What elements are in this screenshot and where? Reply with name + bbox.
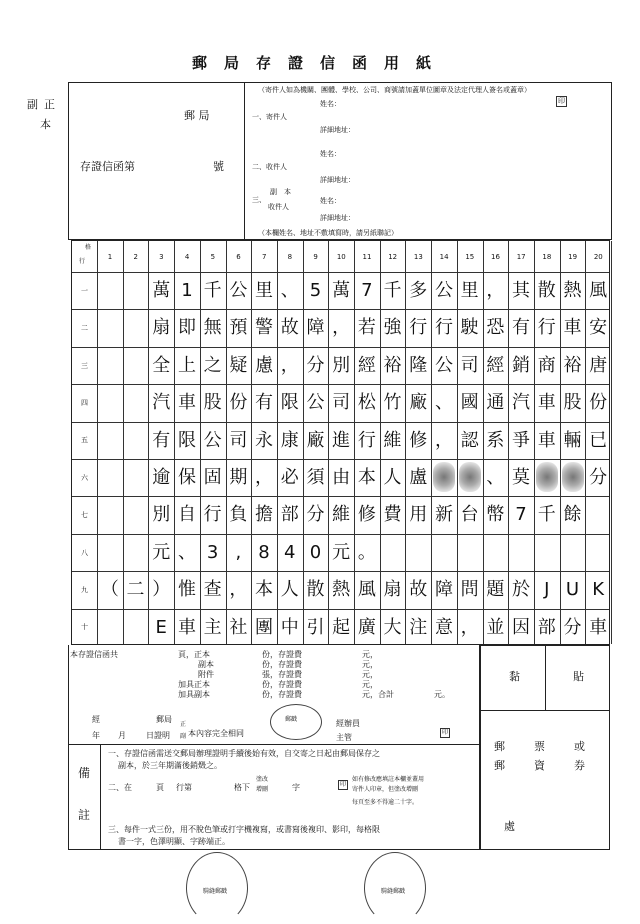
- notes-divider: [100, 745, 101, 850]
- grid-cell: 疑: [229, 354, 248, 376]
- grid-cell: 維: [332, 504, 351, 526]
- grid-cell: 題: [486, 579, 505, 601]
- fees-yuan-end: 元。: [434, 690, 450, 699]
- sender-label: 一、寄件人: [252, 113, 287, 121]
- note-3b: 書一字，色澤明顯、字跡端正。: [118, 837, 230, 846]
- grid-cell: 公: [203, 429, 222, 451]
- grid-column-number: 16: [491, 253, 500, 261]
- grid-cell: 4: [284, 541, 296, 563]
- grid-cell: ，: [255, 467, 274, 488]
- note-2-stamp-box: 印: [340, 781, 347, 788]
- grid-cell: 分: [306, 354, 325, 376]
- yue-label: 月: [118, 731, 126, 740]
- grid-cell: 並: [486, 616, 505, 638]
- grid-cell: 逾: [152, 467, 171, 488]
- grid-cell: 認: [460, 429, 479, 451]
- grid-column-number: 7: [261, 253, 267, 261]
- grid-column-number: 14: [439, 253, 449, 261]
- grid-column-number: 20: [593, 253, 603, 261]
- grid-cell: 萬: [152, 280, 171, 301]
- grid-cell: 散: [306, 579, 325, 601]
- grid-cell: 社: [229, 616, 248, 638]
- fee-row-4: 份，存證費: [262, 680, 302, 689]
- grid-cell: 廠: [409, 392, 428, 414]
- post-office-label: 郵 局: [184, 109, 210, 122]
- grid-cell: 新: [434, 504, 453, 526]
- grid-cell: 扇: [152, 317, 171, 339]
- grid-column-number: 6: [236, 253, 241, 261]
- redacted-blur: [562, 462, 584, 492]
- grid-cell: 多: [409, 280, 428, 301]
- grid-cell: 有: [512, 317, 531, 339]
- grid-cell: 必: [280, 467, 299, 488]
- grid-cell: 意: [434, 616, 453, 638]
- notes-zhu: 註: [78, 808, 91, 822]
- redacted-blur: [536, 462, 558, 492]
- fu-label: 副: [180, 733, 187, 740]
- fees-pages-zheng: 頁，正本: [178, 650, 210, 659]
- fee-row-1: 份，存證費: [262, 650, 302, 659]
- grid-cell: 警: [255, 317, 274, 339]
- grid-cell: ，: [332, 317, 351, 339]
- grid-cell: 公: [229, 280, 248, 301]
- grid-cell: 大: [383, 616, 402, 638]
- note-2d: 格下: [234, 783, 250, 792]
- grid-cell: 本: [255, 579, 274, 601]
- grid-cell: 限: [280, 392, 299, 414]
- letter-number-label: 存證信函第: [80, 160, 135, 173]
- grid-cell: 通: [486, 392, 505, 414]
- grid-cell: 自: [177, 504, 196, 526]
- stamp-line1a: 郵: [494, 740, 505, 753]
- grid-cell: 、: [434, 392, 453, 414]
- stick-label: 黏: [509, 670, 520, 683]
- grid-cell: 團: [255, 616, 274, 638]
- grid-cell: 車: [537, 392, 556, 414]
- grid-row-label: 七: [81, 511, 88, 520]
- grid-row-label: 六: [81, 473, 88, 482]
- receiver-label: 二、收件人: [252, 163, 287, 171]
- yuan-2: 元，: [362, 660, 378, 669]
- note-2e: 塗改: [256, 776, 269, 783]
- grid-cell: 車: [177, 392, 196, 414]
- grid-cell: 元: [332, 541, 351, 563]
- seal-left-label: 騎縫郵戳: [203, 888, 228, 895]
- grid-cell: 問: [460, 579, 479, 601]
- grid-cell: 查: [203, 579, 222, 601]
- grid-cell: ,: [235, 541, 242, 563]
- grid-cell: 人: [383, 467, 402, 488]
- grid-cell: 修: [357, 504, 376, 526]
- grid-cell: 汽: [152, 392, 171, 414]
- postmark-label: 郵戳: [285, 716, 298, 723]
- grid-row-label: 二: [81, 324, 88, 333]
- grid-cell: 股: [203, 392, 222, 414]
- grid-cell: 系: [486, 429, 505, 451]
- grid-column-number: 5: [210, 253, 216, 261]
- grid-cell: 唐: [589, 354, 608, 376]
- header-note-bottom: （本欄姓名、地址不敷填寫時，請另紙聯記）: [258, 229, 398, 237]
- receiver-name-label: 姓名：: [320, 150, 341, 158]
- grid-column-number: 1: [107, 253, 113, 261]
- grid-cell: 惟: [177, 579, 196, 601]
- grid-cell: 裕: [563, 354, 582, 376]
- grid-cell: 國: [460, 392, 479, 414]
- grid-cell: 強: [383, 317, 402, 339]
- grid-cell: 0: [309, 541, 322, 563]
- grid-cell: 幣: [486, 504, 505, 526]
- grid-cell: 二: [126, 579, 145, 601]
- grid-row-label: 四: [81, 398, 88, 407]
- grid-cell: 須: [306, 467, 325, 488]
- grid-cell: 盧: [409, 467, 428, 488]
- grid-cell: 裕: [383, 354, 402, 376]
- grid-row-label: 五: [81, 436, 88, 445]
- stamp-line1c: 或: [574, 740, 585, 753]
- yuan-3: 元，: [362, 670, 378, 679]
- chu-label: 處: [504, 820, 515, 833]
- ri-proof-label: 日證明: [146, 731, 170, 740]
- grid-cell: 中: [280, 616, 299, 638]
- grid-cell: 行: [434, 317, 453, 339]
- grid-row-label: 九: [81, 585, 88, 594]
- grid-cell: 進: [332, 429, 351, 451]
- grid-cell: 安: [589, 317, 608, 339]
- same-content-label: 本內容完全相同: [188, 729, 244, 738]
- paste-divider-h: [480, 710, 610, 711]
- grid-column-number: 8: [287, 253, 293, 261]
- grid-cell: 障: [306, 317, 325, 339]
- note-2i: 寄件人印章，但塗改增刪: [352, 786, 419, 793]
- grid-cell: 爭: [512, 429, 531, 451]
- grid-cell: 輛: [563, 429, 582, 451]
- grid-cell: 分: [306, 504, 325, 526]
- grid-cell: 用: [409, 504, 428, 526]
- supervisor-label: 主管: [336, 733, 352, 742]
- grid-cell: 全: [152, 354, 171, 376]
- grid-cell: U: [565, 579, 580, 601]
- grid-cell: 散: [537, 280, 556, 301]
- fees-total: 元，合計: [362, 690, 394, 699]
- grid-column-number: 12: [388, 253, 398, 261]
- youju-label: 郵局: [156, 715, 172, 724]
- grid-cell: 本: [357, 467, 376, 488]
- cc-name-label: 姓名：: [320, 197, 341, 205]
- grid-cell: 行: [357, 429, 376, 451]
- grid-cell: 汽: [512, 392, 531, 414]
- grid-cell: 風: [589, 280, 608, 301]
- zheng-label: 正: [180, 721, 187, 728]
- note-2f: 增刪: [256, 786, 269, 793]
- grid-cell: 司: [332, 392, 351, 414]
- grid-cell: 無: [203, 317, 222, 339]
- grid-cell: 慮: [255, 354, 274, 376]
- grid-corner-bottom: 行: [79, 258, 86, 265]
- grid-cell: 司: [229, 429, 248, 451]
- grid-cell: 莫: [512, 467, 531, 488]
- stamp-line2b: 資: [534, 759, 545, 772]
- sender-name-label: 姓名：: [320, 100, 341, 108]
- grid-cell: J: [544, 579, 550, 601]
- grid-cell: 即: [177, 317, 196, 339]
- grid-cell: 萬: [332, 280, 351, 301]
- grid-cell: 維: [383, 429, 402, 451]
- fees-fu: 副本: [198, 660, 214, 669]
- nian-label: 年: [92, 731, 100, 740]
- grid-cell: 竹: [383, 392, 402, 414]
- grid-cell: 台: [460, 504, 479, 526]
- grid-cell: 於: [512, 579, 531, 601]
- grid-column-number: 9: [313, 253, 318, 261]
- grid-cell: 司: [460, 354, 479, 376]
- grid-cell: 保: [177, 467, 196, 488]
- grid-cell: 駛: [460, 317, 479, 339]
- grid-cell: 份: [229, 392, 248, 414]
- grid-cell: 人: [280, 579, 299, 601]
- grid-cell: 、: [486, 467, 505, 488]
- header-note-top: （寄件人如為機關、團體、學校、公司、商號請加蓋單位圖章及法定代理人簽名或蓋章）: [258, 86, 531, 94]
- cc-address-label: 詳細地址：: [320, 214, 355, 222]
- sender-stamp-box: 印: [558, 97, 565, 105]
- grid-vline: [611, 241, 612, 644]
- notes-bei: 備: [78, 766, 91, 780]
- grid-cell: 有: [152, 429, 171, 451]
- grid-cell: 恐: [486, 317, 505, 339]
- grid-cell: 負: [229, 504, 248, 526]
- grid-cell: 預: [229, 317, 248, 339]
- grid-cell: 車: [537, 429, 556, 451]
- fees-extra-fu: 加具副本: [178, 690, 210, 699]
- grid-cell: E: [155, 616, 167, 638]
- grid-cell: 固: [203, 467, 222, 488]
- fees-extra-zheng: 加具正本: [178, 680, 210, 689]
- handler-label: 經辦員: [336, 719, 360, 728]
- yuan-4: 元，: [362, 680, 378, 689]
- grid-row-label: 三: [81, 361, 88, 370]
- grid-cell: 主: [203, 616, 222, 638]
- note-2h: 如有修改應填註本欄並蓋用: [352, 776, 425, 783]
- grid-cell: 分: [563, 616, 582, 638]
- grid-cell: 里: [460, 280, 479, 301]
- grid-cell: 障: [434, 579, 453, 601]
- grid-cell: 廣: [357, 616, 376, 638]
- grid-cell: 千: [203, 280, 222, 301]
- grid-column-number: 3: [159, 253, 164, 261]
- grid-cell: 故: [280, 317, 299, 339]
- note-2b: 頁: [156, 783, 164, 792]
- grid-cell: 扇: [383, 579, 402, 601]
- grid-cell: 修: [409, 429, 428, 451]
- grid-cell: 、: [280, 280, 299, 301]
- grid-cell: 由: [332, 467, 351, 488]
- hao-label: 號: [213, 160, 224, 173]
- grid-cell: 之: [203, 354, 222, 376]
- grid-cell: 因: [512, 616, 531, 638]
- stamp-line2a: 郵: [494, 759, 505, 772]
- grid-cell: 其: [512, 280, 531, 301]
- grid-cell: 經: [486, 354, 505, 376]
- grid-column-number: 11: [362, 253, 372, 261]
- grid-cell: 份: [589, 392, 608, 414]
- grid-corner-top: 格: [85, 244, 92, 251]
- stamp-line2c: 券: [574, 759, 585, 772]
- grid-cell: 松: [357, 392, 376, 414]
- grid-cell: ，: [280, 354, 299, 376]
- jing-label: 經: [92, 715, 100, 724]
- grid-cell: 熱: [332, 579, 351, 601]
- grid-cell: ）: [152, 579, 171, 601]
- grid-cell: 熱: [563, 280, 582, 301]
- grid-cell: 里: [255, 280, 274, 301]
- note-3: 三、每件一式三份，用不脫色筆或打字機複寫，或書寫後複印、影印，每格限: [108, 825, 380, 834]
- grid-column-number: 10: [336, 253, 346, 261]
- note-1: 一、存證信函需送交郵局辦理證明手續後始有效，自交寄之日起由郵局保存之: [108, 749, 380, 758]
- receiver-address-label: 詳細地址：: [320, 176, 355, 184]
- grid-cell: 3: [206, 541, 219, 563]
- grid-cell: 限: [177, 429, 196, 451]
- grid-cell: 已: [589, 429, 608, 451]
- grid-cell: 行: [409, 317, 428, 339]
- header-divider: [244, 82, 245, 240]
- grid-cell: 車: [563, 317, 582, 339]
- grid-cell: 元: [152, 541, 171, 563]
- grid-row-label: 十: [81, 623, 88, 632]
- grid-cell: 餘: [563, 504, 582, 526]
- grid-cell: K: [592, 579, 605, 601]
- grid-cell: 車: [589, 616, 608, 638]
- redacted-blur: [459, 462, 481, 492]
- grid-cell: 有: [255, 392, 274, 414]
- grid-cell: 故: [409, 579, 428, 601]
- grid-cell: 擔: [255, 504, 274, 526]
- grid-cell: 、: [177, 541, 196, 563]
- writing-grid: [71, 240, 610, 645]
- side-label-2: 本: [40, 118, 51, 131]
- cc-label-bottom: 收件人: [268, 203, 289, 211]
- grid-column-number: 15: [465, 253, 475, 261]
- grid-cell: 費: [383, 504, 402, 526]
- grid-cell: 部: [537, 616, 556, 638]
- grid-cell: 廠: [306, 429, 325, 451]
- grid-cell: 千: [537, 504, 556, 526]
- grid-column-number: 17: [516, 253, 526, 261]
- grid-cell: 8: [258, 541, 270, 563]
- grid-cell: 若: [357, 317, 376, 339]
- stamp-line1b: 票: [534, 740, 545, 753]
- fees-attach: 附件: [198, 670, 214, 679]
- grid-column-number: 18: [542, 253, 552, 261]
- fee-row-2: 份，存證費: [262, 660, 302, 669]
- grid-cell: 5: [309, 280, 322, 301]
- note-2g: 字: [292, 783, 300, 792]
- grid-cell: 隆: [409, 354, 428, 376]
- grid-cell: 起: [332, 616, 351, 638]
- grid-cell: 車: [177, 616, 196, 638]
- grid-cell: 經: [357, 354, 376, 376]
- paste-label: 貼: [573, 670, 584, 683]
- grid-cell: 風: [357, 579, 376, 601]
- note-1b: 副本，於三年期滿後銷燬之。: [118, 761, 222, 770]
- yuan-1: 元，: [362, 650, 378, 659]
- page-title: 郵局存證信函用紙: [191, 54, 448, 72]
- fees-intro: 本存證信函共: [70, 650, 118, 659]
- sender-address-label: 詳細地址：: [320, 126, 355, 134]
- grid-cell: 行: [537, 317, 556, 339]
- grid-cell: 行: [203, 504, 222, 526]
- grid-cell: ，: [460, 616, 479, 638]
- grid-cell: 股: [563, 392, 582, 414]
- grid-cell: 上: [177, 354, 196, 376]
- grid-cell: 公: [306, 392, 325, 414]
- grid-cell: 銷: [512, 354, 531, 376]
- grid-cell: ，: [229, 579, 248, 601]
- fee-row-5: 份，存證費: [262, 690, 302, 699]
- grid-cell: 注: [409, 616, 428, 638]
- grid-cell: 康: [280, 429, 299, 451]
- grid-column-number: 4: [184, 253, 190, 261]
- redacted-blur: [433, 462, 455, 492]
- grid-cell: 7: [361, 280, 373, 301]
- grid-row-label: 八: [81, 548, 88, 557]
- seal-right-label: 騎縫郵戳: [381, 888, 406, 895]
- grid-cell: 公: [434, 354, 453, 376]
- supervisor-stamp-box: 印: [442, 729, 449, 736]
- grid-cell: 別: [152, 504, 171, 526]
- grid-cell: 公: [434, 280, 453, 301]
- grid-cell: 分: [589, 467, 608, 488]
- grid-cell: 部: [280, 504, 299, 526]
- note-2c: 行第: [176, 783, 192, 792]
- grid-column-number: 13: [413, 253, 423, 261]
- grid-cell: ，: [486, 280, 505, 301]
- grid-cell: 千: [383, 280, 402, 301]
- cc-label-prefix: 三、: [252, 196, 266, 204]
- grid-cell: 別: [332, 354, 351, 376]
- grid-row-label: 一: [81, 286, 88, 295]
- fee-row-3: 張，存證費: [262, 670, 302, 679]
- paste-divider: [545, 645, 546, 710]
- grid-cell: 期: [229, 467, 248, 488]
- cc-label-top: 副 本: [270, 188, 291, 196]
- note-2j: 每頁至多不得逾二十字。: [352, 799, 419, 806]
- grid-cell: 商: [537, 354, 556, 376]
- grid-cell: 。: [357, 541, 376, 563]
- grid-cell: 1: [181, 280, 193, 301]
- grid-cell: （: [100, 579, 119, 601]
- grid-column-number: 19: [568, 253, 578, 261]
- grid-cell: 7: [515, 504, 527, 526]
- note-2a: 二、在: [108, 783, 132, 792]
- grid-cell: ，: [434, 429, 453, 451]
- grid-column-number: 2: [133, 253, 138, 261]
- side-label: 副正: [27, 98, 61, 111]
- grid-cell: 永: [255, 429, 274, 451]
- grid-cell: 引: [306, 616, 325, 638]
